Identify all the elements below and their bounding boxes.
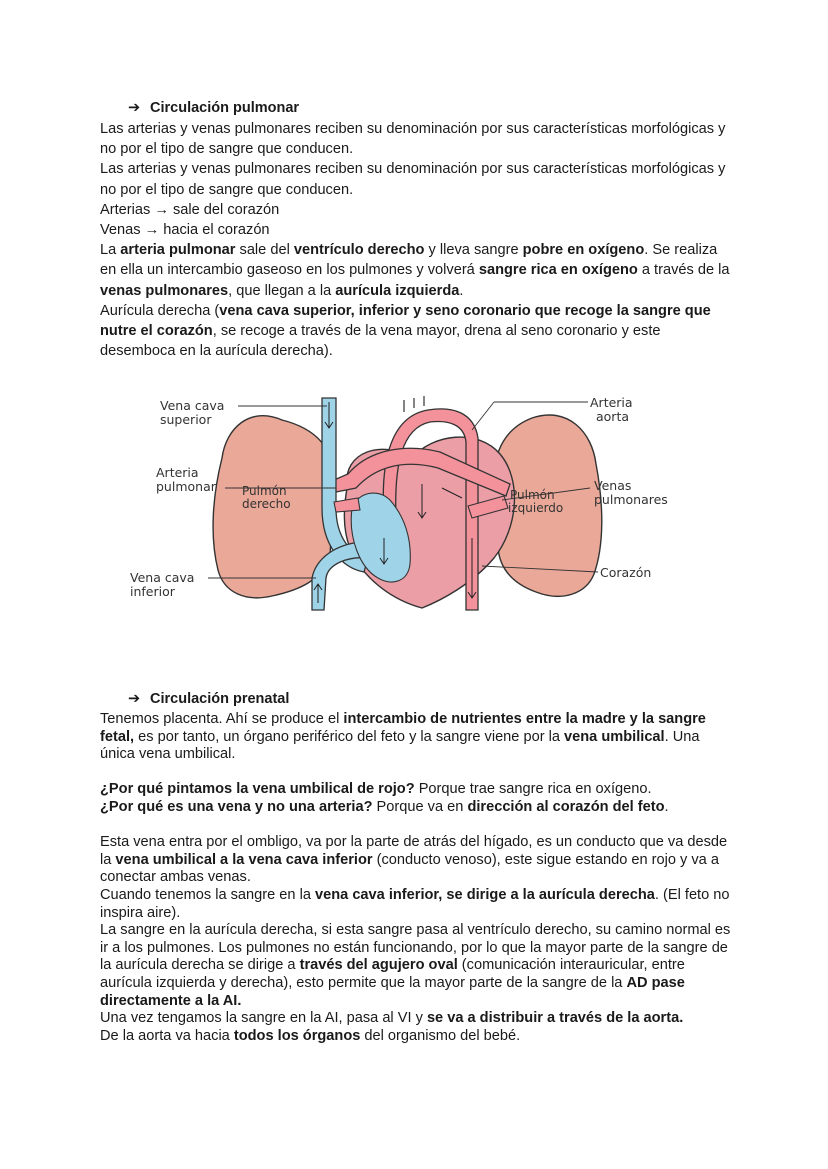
section-body-prenatal bbox=[100, 711, 732, 1045]
paragraph: La arteria pulmonar sale del ventrículo derecho y lleva sangre pobre en oxígeno. Se realiza en ella un intercambio gaseoso en los pulmones y volverá sangre rica en oxígeno a través de la venas pulmonares, que llegan a la aurícula izquierda. bbox=[100, 242, 730, 299]
paragraph: Aurícula derecha (vena cava superior, inferior y seno coronario que recoge la sangre que nutre el corazón, se recoge a través de la vena mayor, drena al seno coronario y este desemboca en la aurícula derecha). bbox=[100, 302, 711, 360]
question: ¿Por qué es una vena y no una arteria? Porque va en dirección al corazón del feto. bbox=[100, 798, 669, 815]
label-arteria-aorta-2: aorta bbox=[596, 409, 630, 424]
label-arteria-aorta: Arteria bbox=[590, 395, 633, 410]
arrow-icon: ➔ bbox=[128, 691, 141, 707]
section-title: Circulación pulmonar bbox=[150, 100, 300, 116]
label-venas-pulmonares-2: pulmonares bbox=[594, 492, 668, 507]
paragraph: Las arterias y venas pulmonares reciben su denominación por sus características morfológicas y no por el tipo de sangre que conducen. bbox=[100, 121, 726, 158]
question: ¿Por qué pintamos la vena umbilical de rojo? Porque trae sangre rica en oxígeno. bbox=[100, 781, 652, 798]
label-pulmon-derecho-2: derecho bbox=[242, 497, 291, 511]
paragraph: Las arterias y venas pulmonares reciben su denominación por sus características morfológicas y no por el tipo de sangre que conducen. bbox=[100, 161, 726, 198]
section-heading-prenatal bbox=[128, 691, 289, 707]
label-arteria-pulmonar: Arteria bbox=[156, 465, 199, 480]
label-pulmon-izquierdo-2: izquierdo bbox=[508, 501, 564, 515]
paragraph: Cuando tenemos la sangre en la vena cava inferior, se dirige a la aurícula derecha. (El feto no inspira aire). bbox=[100, 886, 730, 921]
label-arteria-pulmonar-2: pulmonar bbox=[156, 479, 216, 494]
label-vena-cava-superior: Vena cava bbox=[160, 398, 225, 413]
section-title: Circulación prenatal bbox=[150, 691, 290, 707]
label-venas-pulmonares: Venas bbox=[594, 478, 632, 493]
paragraph: Tenemos placenta. Ahí se produce el intercambio de nutrientes entre la madre y la sangre fetal, es por tanto, un órgano periférico del feto y la sangre viene por la vena umbilical. Una única vena umbilical. bbox=[100, 711, 706, 763]
aortic-branches bbox=[404, 396, 424, 412]
paragraph: De la aorta va hacia todos los órganos del organismo del bebé. bbox=[100, 1027, 521, 1044]
section-heading-pulmonar bbox=[128, 100, 299, 116]
paragraph: Esta vena entra por el ombligo, va por la parte de atrás del hígado, es un conducto que va desde la vena umbilical a la vena cava inferior (conducto venoso), este sigue estando en rojo y va a conectar ambas venas. bbox=[100, 834, 728, 886]
paragraph: La sangre en la aurícula derecha, si esta sangre pasa al ventrículo derecho, su camino normal es ir a los pulmones. Los pulmones no están funcionando, por lo que la mayor parte de la sangre de la aurícula derecha se dirige a través del agujero oval (comunicación interauricular, entre aurícula izquierda y derecha), esto permite que la mayor parte de la sangre de la AD pase directamente a la AI. bbox=[100, 922, 731, 1009]
paragraph: Venas → hacia el corazón bbox=[100, 222, 270, 239]
label-vena-cava-superior-2: superior bbox=[160, 412, 212, 427]
section-body-pulmonar bbox=[100, 119, 732, 361]
label-pulmon-izquierdo: Pulmón bbox=[510, 488, 555, 502]
label-pulmon-derecho: Pulmón bbox=[242, 484, 287, 498]
pulmonary-veins-right bbox=[334, 498, 360, 512]
blank-line bbox=[100, 764, 732, 782]
label-corazon: Corazón bbox=[600, 565, 652, 580]
arrow-icon: ➔ bbox=[128, 100, 141, 116]
paragraph: Una vez tengamos la sangre en la AI, pasa al VI y se va a distribuir a través de la aorta. bbox=[100, 1010, 684, 1027]
blank-line bbox=[100, 817, 732, 835]
heart-circulation-diagram bbox=[122, 388, 692, 616]
label-vena-cava-inferior-2: inferior bbox=[130, 584, 175, 599]
label-vena-cava-inferior: Vena cava bbox=[130, 570, 195, 585]
paragraph: Arterias → sale del corazón bbox=[100, 201, 280, 218]
